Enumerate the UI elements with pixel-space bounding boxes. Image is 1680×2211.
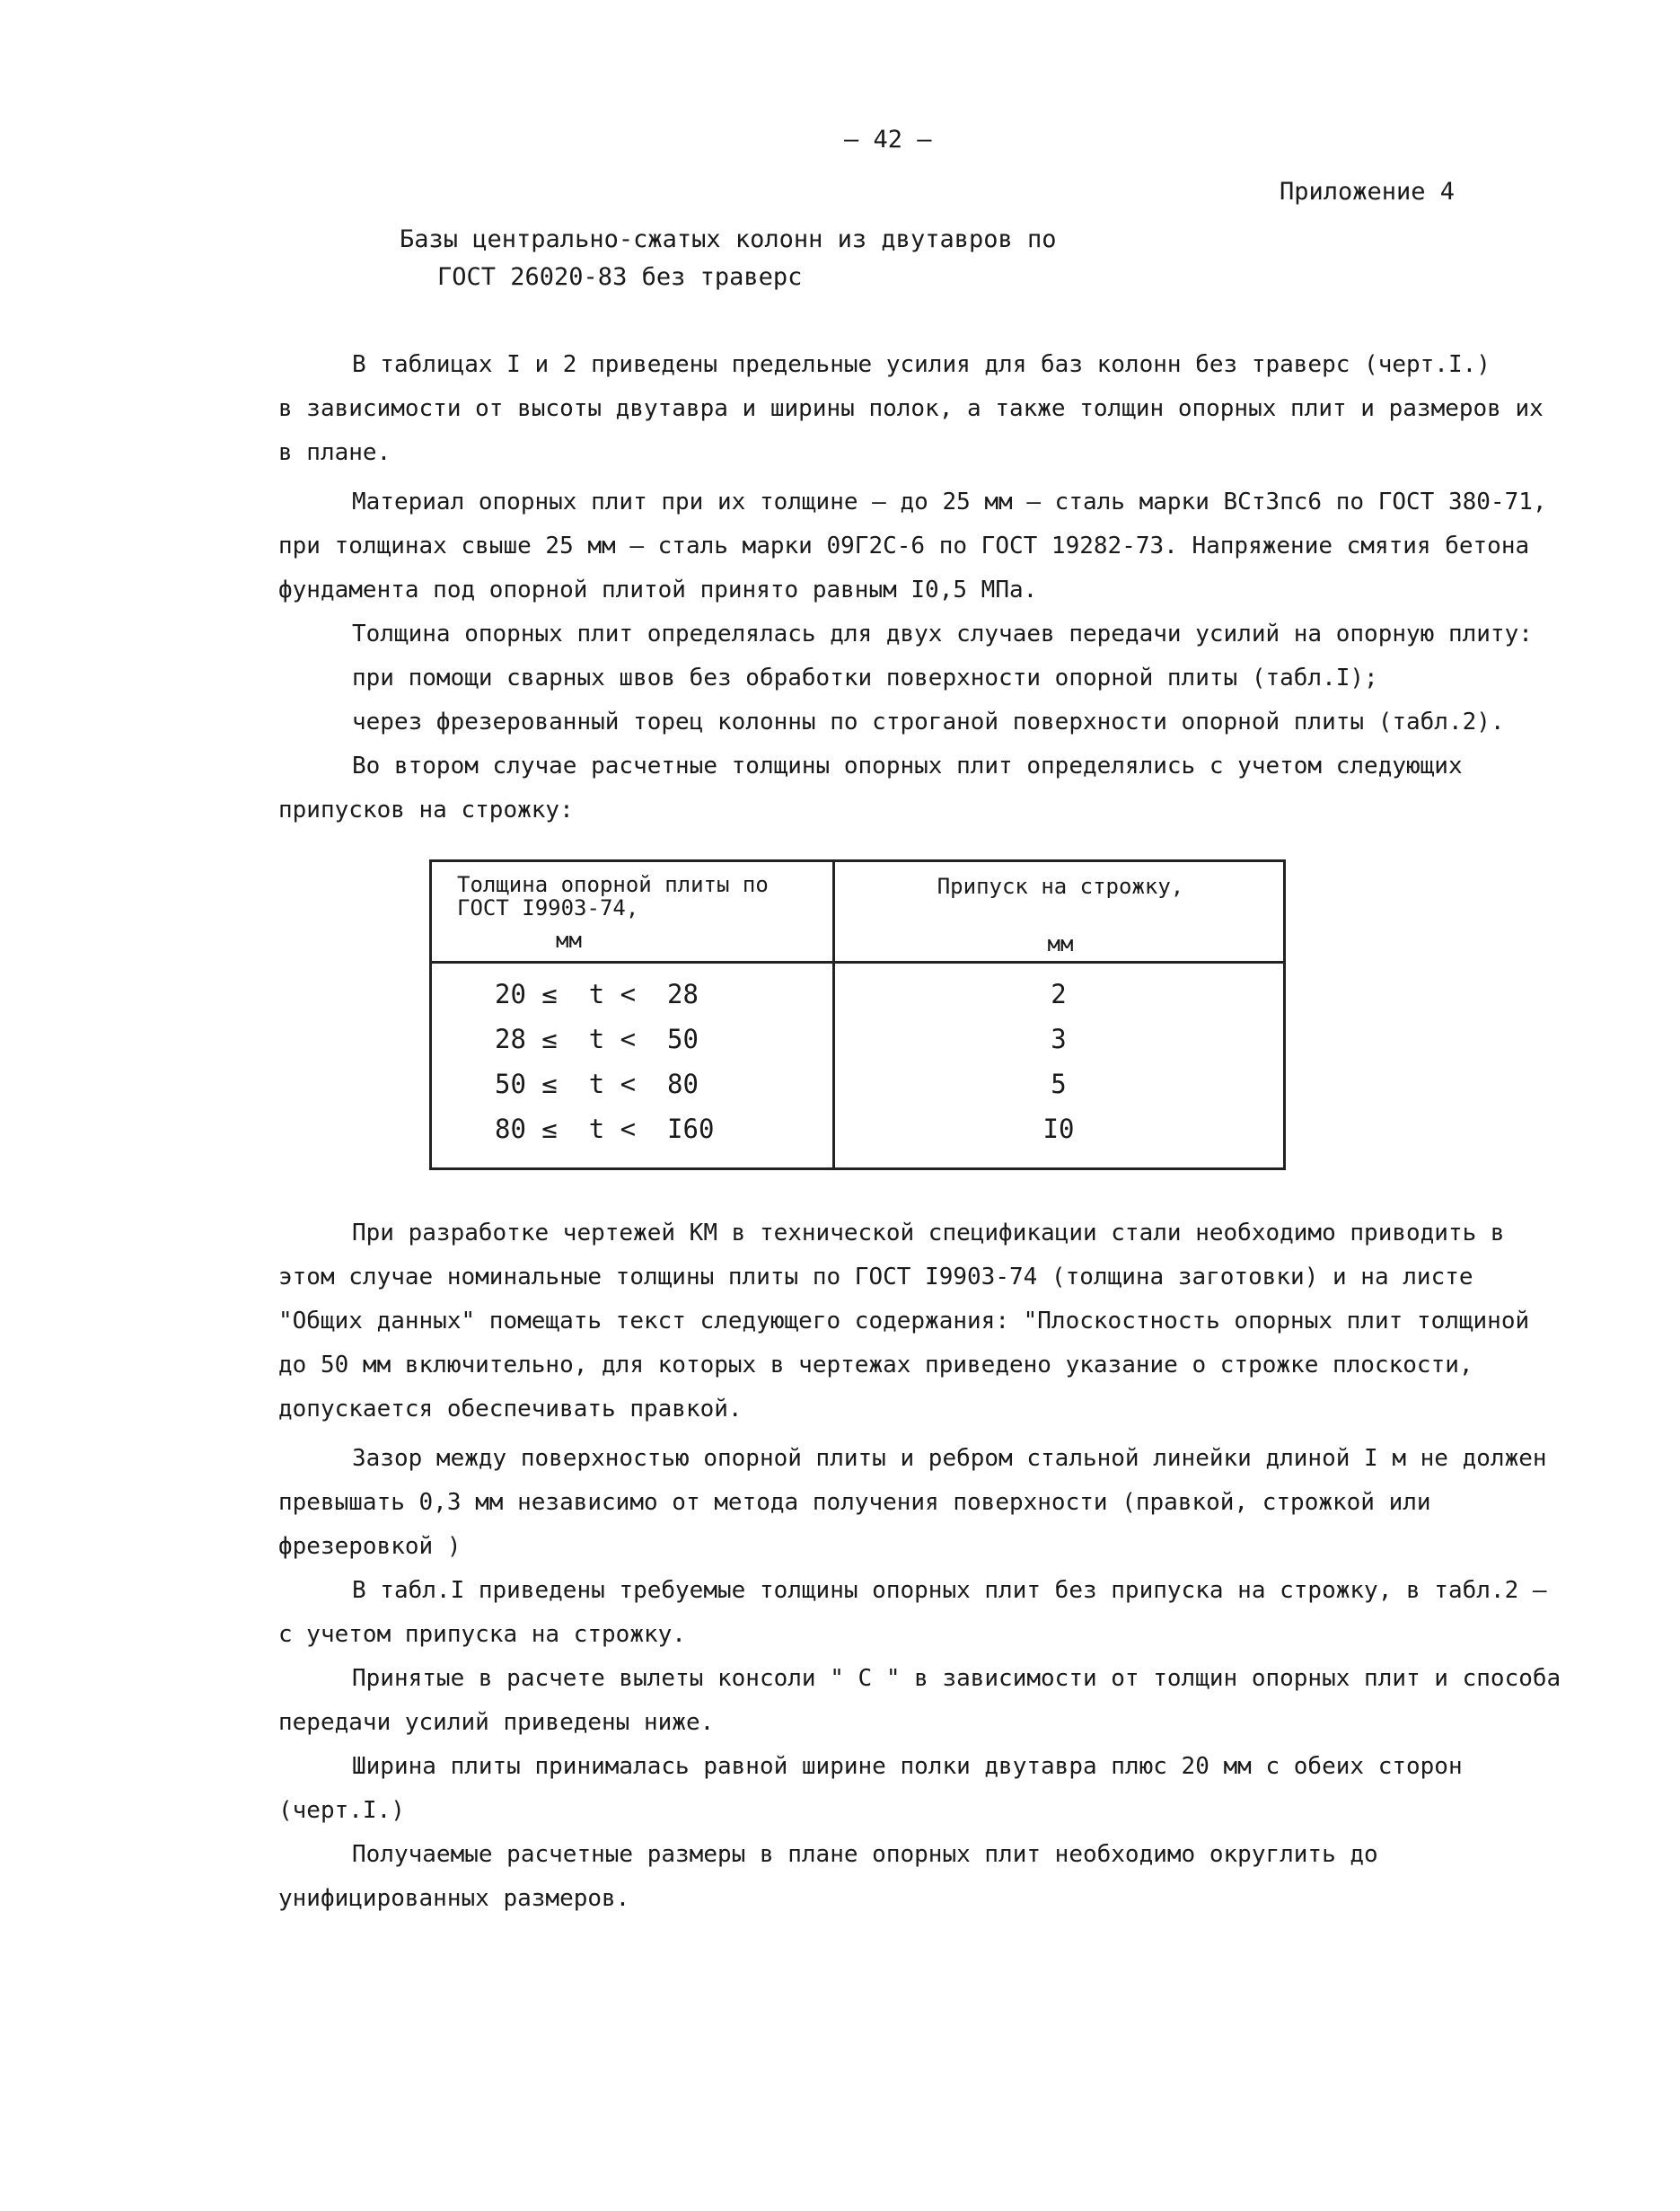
table-header-divider [432, 961, 1283, 964]
paragraph: Во втором случае расчетные толщины опорных плит определялись с учетом следующих припусков на строжку: [278, 753, 1463, 824]
allowance-value: 3 [1051, 1024, 1067, 1054]
table-header-allowance [854, 875, 1267, 956]
paragraph: В таблицах I и 2 приведены предельные усилия для баз колонн без траверс (черт.I.) [352, 351, 1491, 378]
allowance-value: 2 [1051, 979, 1067, 1009]
paragraph: Получаемые расчетные размеры в плане опорных плит необходимо округлить до унифицированных размеров. [278, 1841, 1378, 1912]
paragraph: Материал опорных плит при их толщине – до 25 мм – сталь марки ВСт3пс6 по ГОСТ 380-71, при толщинах свыше 25 мм – сталь марки 09Г2С-6 по ГОСТ 19282-73. Напряжение смятия бетона фундамента под опорной плитой принято равным I0,5 МПа. [278, 489, 1547, 603]
table-row [432, 1024, 1283, 1069]
paragraph: в зависимости от высоты двутавра и ширины полок, а также толщин опорных плит и размеров их в плане. [278, 395, 1544, 466]
paragraph: при помощи сварных швов без обработки поверхности опорной плиты (табл.I); [352, 665, 1378, 691]
paragraph: через фрезерованный торец колонны по строганой поверхности опорной плиты (табл.2). [352, 709, 1505, 736]
header-thickness-label: Толщина опорной плиты по ГОСТ I9903-74, [457, 872, 769, 921]
allowance-value: I0 [1042, 1114, 1075, 1144]
document-title [400, 221, 1057, 296]
allowance-table [429, 859, 1286, 1170]
header-thickness-unit: мм [556, 928, 582, 953]
table-header-thickness [457, 873, 816, 952]
table-row [432, 979, 1283, 1024]
thickness-range: 50 ≤ t < 80 [495, 1069, 699, 1099]
appendix-label: Приложение 4 [1280, 178, 1456, 206]
thickness-range: 28 ≤ t < 50 [495, 1024, 699, 1054]
header-allowance-unit: мм [1047, 931, 1074, 956]
page-number: – 42 – [844, 126, 932, 154]
allowance-value: 5 [1051, 1069, 1067, 1099]
thickness-range: 20 ≤ t < 28 [495, 979, 699, 1009]
table-row [432, 1069, 1283, 1114]
paragraph: Ширина плиты принималась равной ширине полки двутавра плюс 20 мм с обеих сторон (черт.I.) [278, 1753, 1463, 1824]
header-allowance-label: Припуск на строжку, [937, 874, 1184, 899]
paragraph: В табл.I приведены требуемые толщины опорных плит без припуска на строжку, в табл.2 – с учетом припуска на строжку. [278, 1577, 1547, 1648]
paragraph: Принятые в расчете вылеты консоли " С " в зависимости от толщин опорных плит и способа передачи усилий приведены ниже. [278, 1665, 1561, 1736]
title-line-2: ГОСТ 26020-83 без траверс [437, 263, 803, 291]
paragraph: Зазор между поверхностью опорной плиты и ребром стальной линейки длиной I м не должен превышать 0,3 мм независимо от метода получения поверхности (правкой, строжкой или фрезеровкой ) [278, 1445, 1547, 1560]
paragraph: При разработке чертежей КМ в технической спецификации стали необходимо приводить в этом случае номинальные толщины плиты по ГОСТ I9903-74 (толщина заготовки) и на листе "Общих данных" помещать текст следующего содержания: "Плоскостность опорных плит толщиной до 50 мм включительно, для которых в чертежах приведено указание о строжке плоскости, допускается обеспечивать правкой. [278, 1220, 1530, 1423]
paragraph: Толщина опорных плит определялась для двух случаев передачи усилий на опорную плиту: [352, 621, 1533, 647]
table-row [432, 1114, 1283, 1158]
document-body [278, 343, 1562, 1921]
thickness-range: 80 ≤ t < I60 [495, 1114, 715, 1144]
title-line-1: Базы центрально-сжатых колонн из двутавров по [400, 225, 1057, 253]
